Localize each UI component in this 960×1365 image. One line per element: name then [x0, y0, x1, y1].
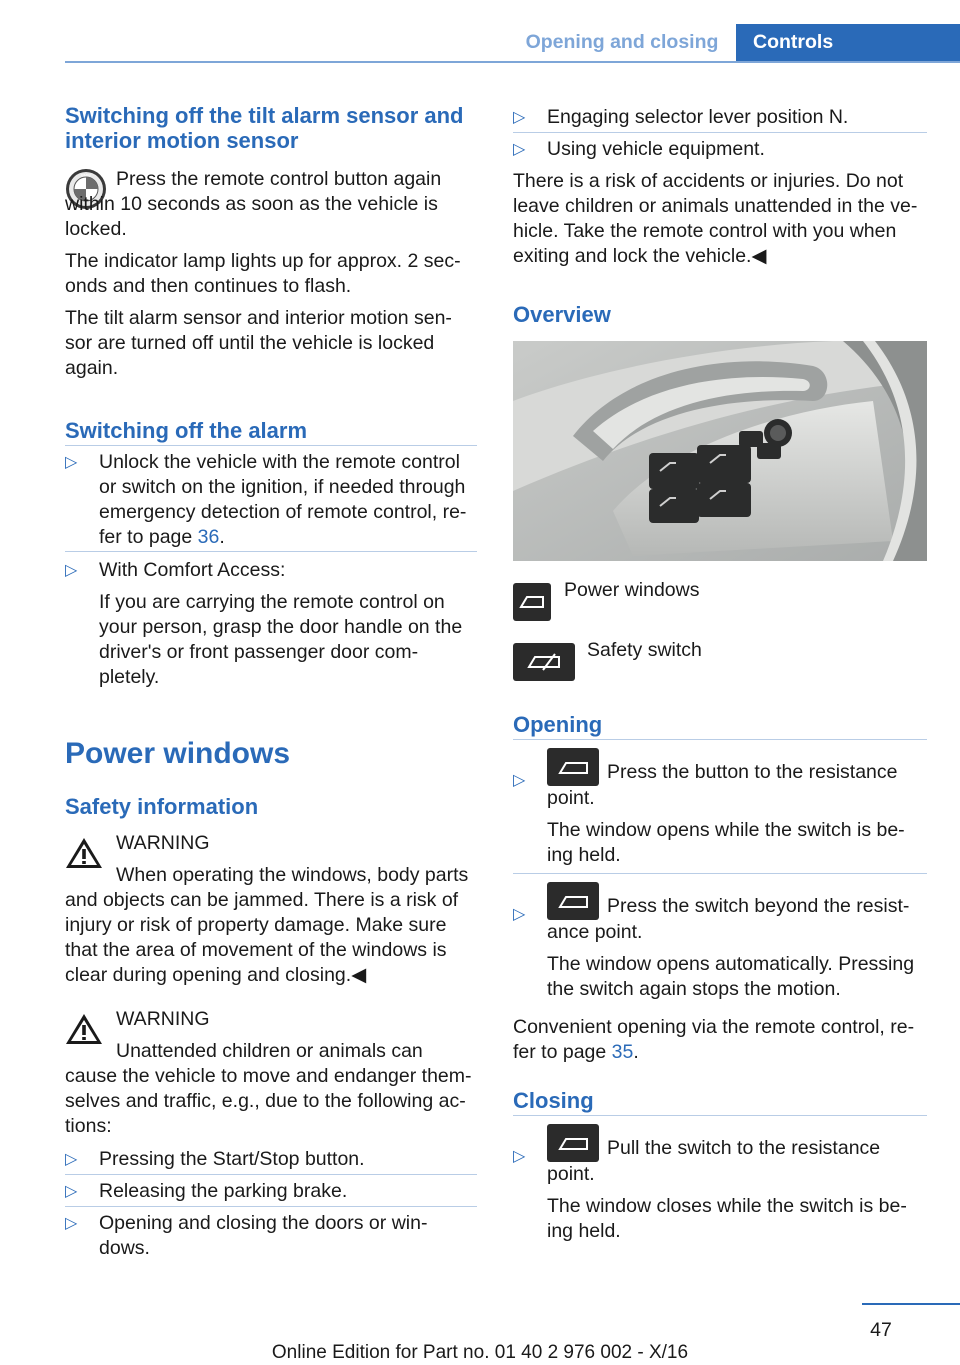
- safety-switch-icon: [513, 643, 575, 681]
- door-panel-illustration: [513, 341, 927, 561]
- alarm-heading: Switching off the alarm: [65, 418, 308, 443]
- overview-heading: Overview: [513, 302, 611, 327]
- power-windows-heading: Power windows: [65, 737, 291, 770]
- closing-heading: Closing: [513, 1088, 594, 1113]
- divider: [65, 1206, 477, 1207]
- list-item: ▷ Pressing the Start/Stop button.: [65, 1148, 365, 1170]
- list-item: ▷ Releasing the parking brake.: [65, 1180, 348, 1202]
- bullet-icon: ▷: [513, 141, 526, 158]
- bullet-icon: ▷: [513, 772, 526, 789]
- page-number-rule: [862, 1303, 960, 1305]
- header-rule: [65, 61, 960, 63]
- warning-2: WARNING Unattended children or animals can cause the vehicle to move and endanger them- selves and traffic, e.g., due to the following ac- tions:: [65, 1008, 472, 1137]
- window-switch-icon: [547, 748, 599, 786]
- page-number: 47: [870, 1319, 892, 1341]
- legend-safety-switch: Safety switch: [513, 643, 927, 683]
- warning-1: WARNING When operating the windows, body parts and objects can be jammed. There is a risk of injury or risk of property damage. Make sure that the area of movement of the windows is clear during opening and closing.◀: [65, 832, 469, 986]
- divider: [513, 1115, 927, 1116]
- bullet-icon: ▷: [65, 454, 78, 471]
- bullet-icon: ▷: [513, 109, 526, 126]
- divider: [65, 551, 477, 552]
- bullet-icon: ▷: [513, 906, 526, 923]
- divider: [513, 132, 927, 133]
- bullet-icon: ▷: [65, 1183, 78, 1200]
- legend-power-windows: Power windows: [513, 583, 927, 623]
- bullet-icon: ▷: [65, 1151, 78, 1168]
- page-link-36[interactable]: 36: [197, 526, 220, 548]
- list-item: ▷ Pull the switch to the resistance point. The window closes while the switch is be- ing held.: [513, 1124, 927, 1244]
- header-section-tab: Opening and closing: [525, 31, 719, 53]
- page-link-35[interactable]: 35: [611, 1041, 634, 1063]
- tilt-paragraph-2: The indicator lamp lights up for approx. 2 sec- onds and then continues to flash.: [65, 250, 461, 297]
- risk-paragraph: There is a risk of accidents or injuries. Do not leave children or animals unattended in the ve- hicle. Take the remote control with you when exiting and lock the vehicle.◀: [513, 170, 918, 267]
- list-item: ▷ Press the button to the resistance point. The window opens while the switch is be- ing held.: [513, 748, 927, 868]
- list-item: ▷ Using vehicle equipment.: [513, 138, 765, 160]
- divider: [513, 739, 927, 740]
- list-item: ▷ With Comfort Access: If you are carrying the remote control on your person, grasp the door handle on the driver's or front passenger door com- pletely.: [65, 559, 463, 688]
- tilt-paragraph-3: The tilt alarm sensor and interior motion sen- sor are turned off until the vehicle is locked again.: [65, 307, 452, 379]
- divider: [65, 1174, 477, 1175]
- list-item: ▷ Press the switch beyond the resist- ance point. The window opens automatically. Pressing the switch again stops the motion.: [513, 882, 927, 1002]
- opening-heading: Opening: [513, 712, 603, 737]
- bullet-icon: ▷: [513, 1148, 526, 1165]
- svg-text:BMW: BMW: [81, 172, 91, 178]
- bullet-icon: ▷: [65, 562, 78, 579]
- window-switch-icon: [513, 583, 551, 621]
- header-chapter-tab: Controls: [736, 24, 960, 61]
- divider: [65, 445, 477, 446]
- safety-heading: Safety information: [65, 794, 259, 819]
- tilt-paragraph-1: Press the remote control button again within 10 seconds as soon as the vehicle is locked.: [65, 168, 442, 240]
- window-switch-icon: [547, 1124, 599, 1162]
- divider: [513, 873, 927, 874]
- footer-edition: Online Edition for Part no. 01 40 2 976 002 - X/16: [271, 1342, 689, 1363]
- bullet-icon: ▷: [65, 1215, 78, 1232]
- window-switch-icon: [547, 882, 599, 920]
- list-item: ▷ Engaging selector lever position N.: [513, 106, 849, 128]
- convenient-paragraph: Convenient opening via the remote control, re- fer to page 35.: [513, 1016, 915, 1063]
- tilt-heading: Switching off the tilt alarm sensor and interior motion sensor: [65, 103, 464, 153]
- list-item: ▷ Opening and closing the doors or win- dows.: [65, 1212, 428, 1259]
- list-item: ▷ Unlock the vehicle with the remote control or switch on the ignition, if needed through emergency detection of remote control, re- fer to page 36.: [65, 451, 467, 548]
